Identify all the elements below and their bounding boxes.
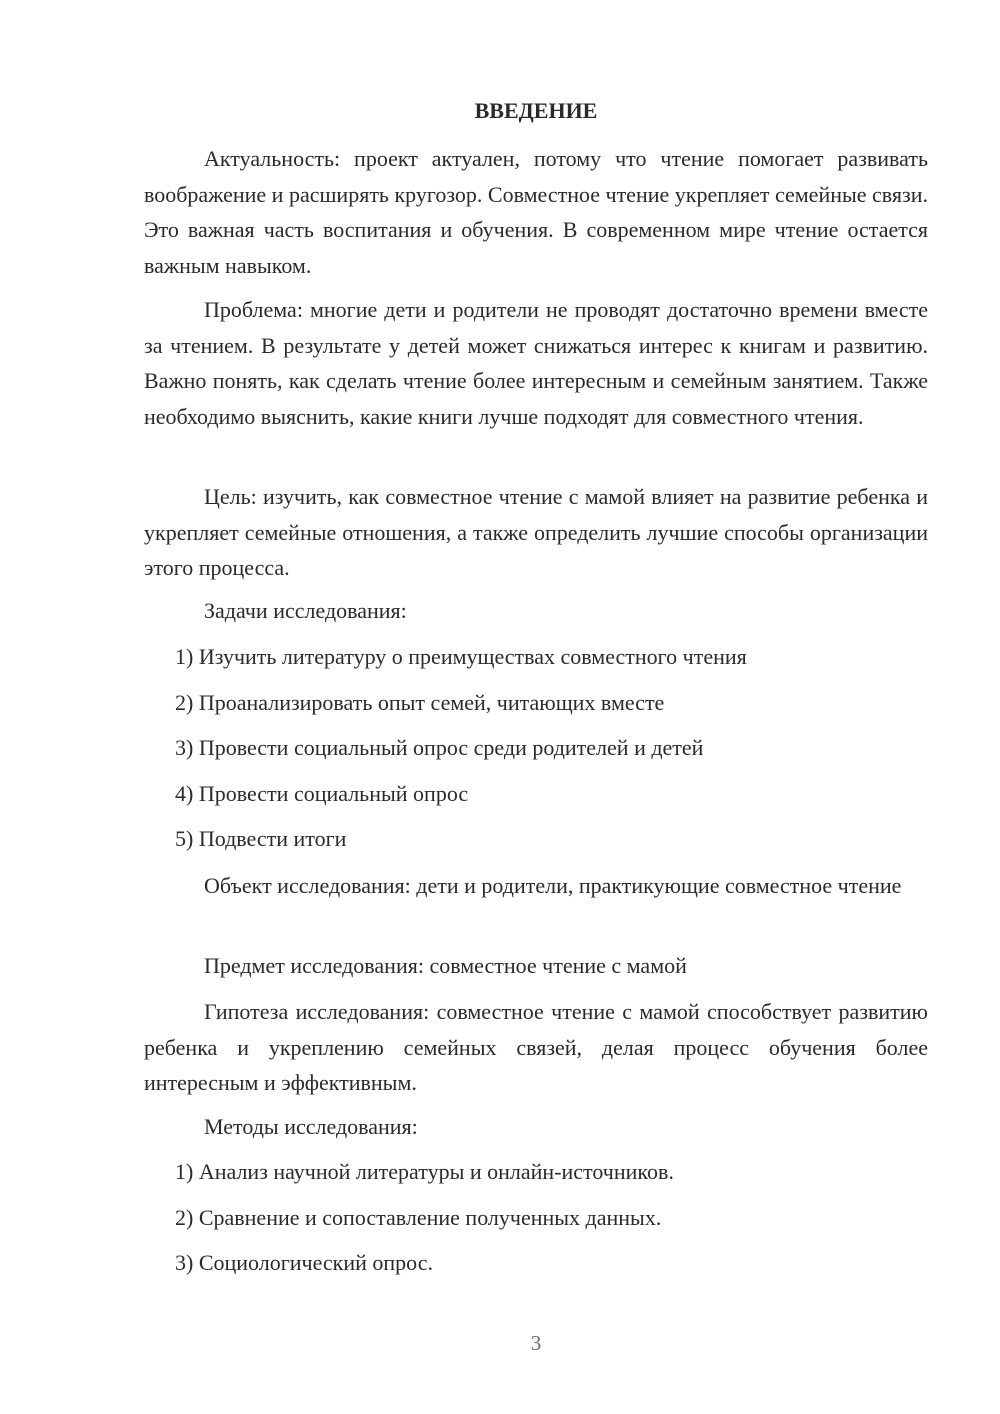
section-title: ВВЕДЕНИЕ	[474, 98, 598, 123]
task-item: 3) Провести социальный опрос среди родителей и детей	[175, 735, 704, 760]
hypothesis-paragraph: Гипотеза исследования: совместное чтение с мамой способствует развитию ребенка и укреплению семейных связей, делая процесс обучения более интересным и эффективным.	[144, 999, 928, 1095]
goal-paragraph: Цель: изучить, как совместное чтение с мамой влияет на развитие ребенка и укрепляет семейные отношения, а также определить лучшие способы организации этого процесса.	[144, 484, 928, 580]
subject-paragraph: Предмет исследования: совместное чтение с мамой	[204, 953, 687, 978]
method-item: 2) Сравнение и сопоставление полученных данных.	[175, 1205, 662, 1230]
task-item: 1) Изучить литературу о преимуществах совместного чтения	[175, 644, 747, 669]
task-item: 4) Провести социальный опрос	[175, 781, 469, 806]
methods-heading: Методы исследования:	[204, 1114, 418, 1139]
method-item: 1) Анализ научной литературы и онлайн-источников.	[175, 1159, 674, 1184]
page-number: 3	[530, 1331, 542, 1355]
task-item: 5) Подвести итоги	[175, 826, 347, 851]
object-paragraph: Объект исследования: дети и родители, практикующие совместное чтение	[204, 873, 902, 898]
relevance-paragraph: Актуальность: проект актуален, потому что чтение помогает развивать воображение и расширять кругозор. Совместное чтение укрепляет семейные связи. Это важная часть воспитания и обучения. В современном мире чтение остается важным навыком.	[144, 146, 928, 278]
task-item: 2) Проанализировать опыт семей, читающих вместе	[175, 690, 665, 715]
problem-paragraph: Проблема: многие дети и родители не проводят достаточно времени вместе за чтением. В результате у детей может снижаться интерес к книгам и развитию. Важно понять, как сделать чтение более интересным и семейным занятием. Также необходимо выяснить, какие книги лучше подходят для совместного чтения.	[144, 297, 928, 429]
method-item: 3) Социологический опрос.	[175, 1250, 433, 1275]
tasks-heading: Задачи исследования:	[204, 598, 407, 623]
